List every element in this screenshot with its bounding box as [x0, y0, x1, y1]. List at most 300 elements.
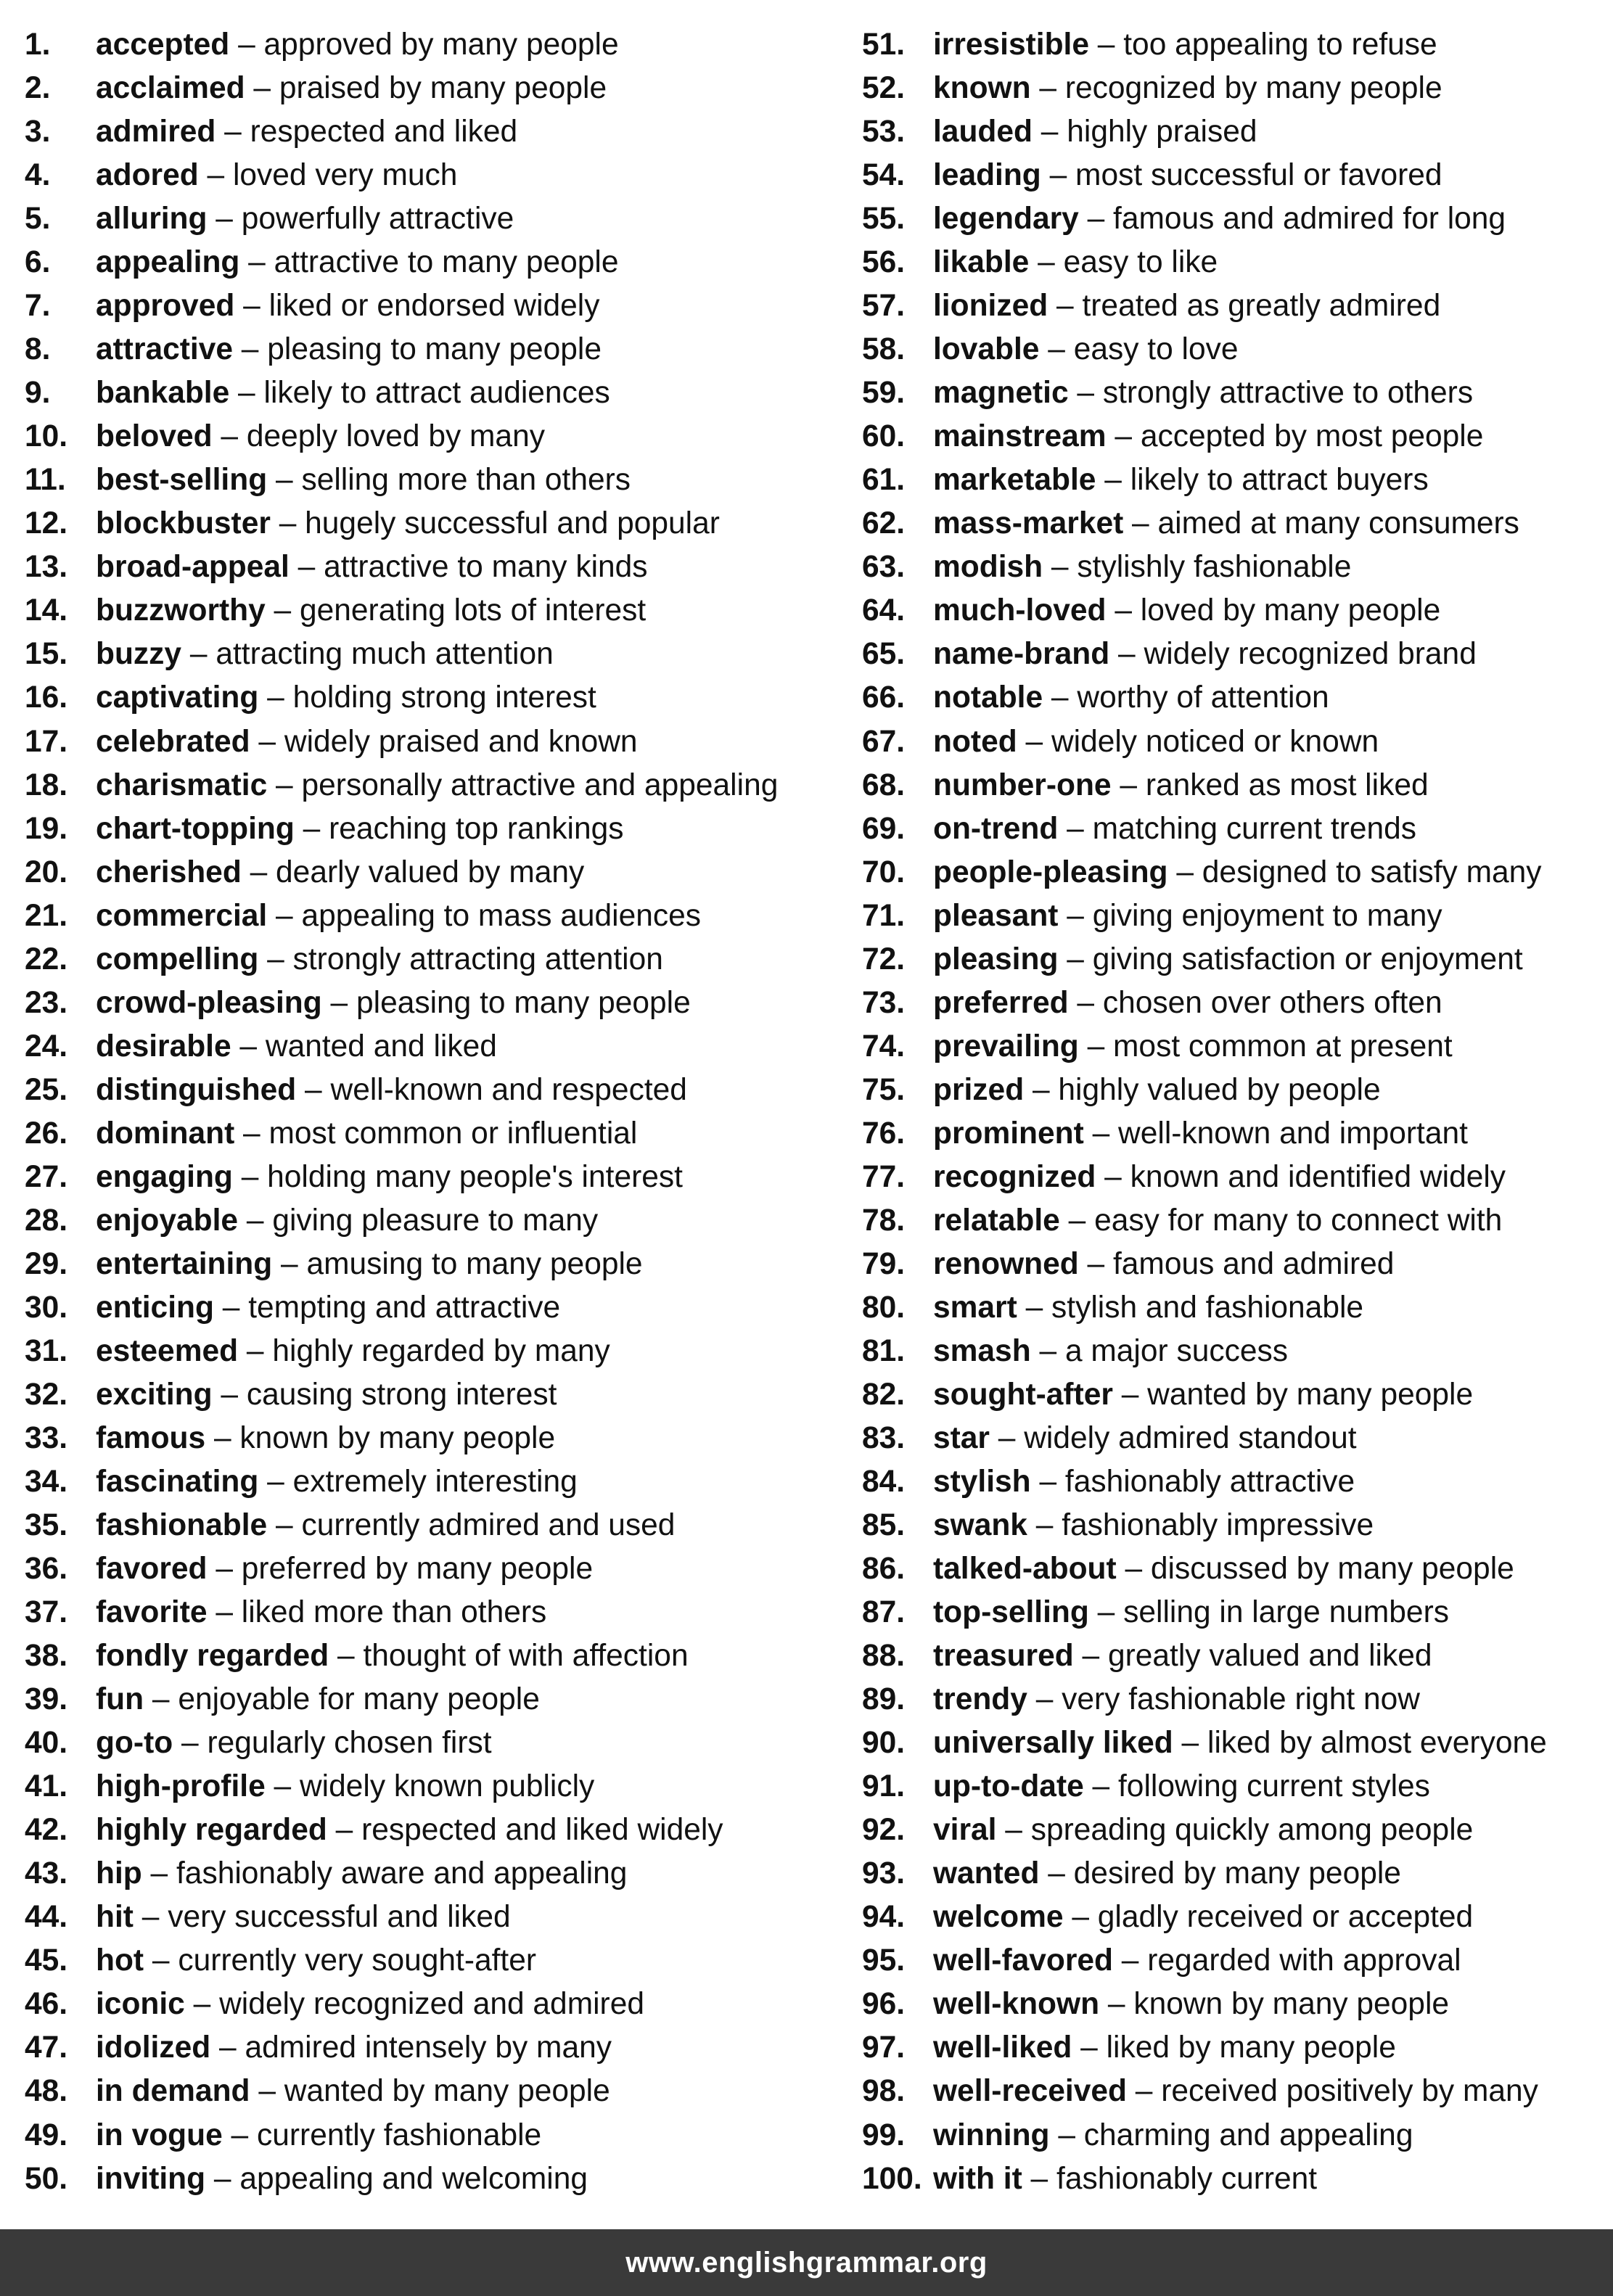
item-definition: admired intensely by many [245, 2030, 612, 2065]
item-text [96, 894, 701, 938]
item-separator: – [241, 855, 276, 889]
item-number: 63. [862, 550, 906, 585]
item-word: legendary [933, 202, 1079, 236]
item-separator: – [265, 593, 300, 628]
item-text [933, 676, 1329, 720]
item-text [933, 938, 1523, 982]
list-item [862, 1634, 1613, 1678]
item-definition: widely recognized and admired [219, 1987, 644, 2022]
item-text [933, 110, 1257, 154]
item-definition: wanted by many people [1147, 1377, 1474, 1412]
item-definition: strongly attracting attention [292, 942, 663, 976]
item-word: much-loved [933, 593, 1107, 628]
item-number: 100. [862, 2161, 922, 2196]
item-definition: very fashionable right now [1062, 1682, 1420, 1717]
item-separator: – [989, 1421, 1025, 1455]
item-word: winning [933, 2118, 1050, 2152]
item-definition: easy to like [1063, 245, 1218, 280]
list-item [862, 633, 1613, 676]
item-definition: accepted by most people [1140, 419, 1484, 454]
item-separator: – [294, 811, 329, 846]
item-text [96, 328, 602, 371]
list-item [862, 764, 1613, 807]
item-number: 4. [25, 158, 51, 193]
item-number: 98. [862, 2074, 906, 2109]
item-word: well-known [933, 1987, 1100, 2022]
list-item [25, 1025, 852, 1069]
item-number: 22. [25, 942, 68, 976]
item-separator: – [1106, 419, 1141, 454]
item-text [96, 415, 545, 458]
item-number: 10. [25, 419, 68, 454]
item-definition: reaching top rankings [329, 811, 624, 846]
item-word: pleasant [933, 898, 1059, 933]
item-number: 69. [862, 811, 906, 846]
item-definition: loved very much [232, 158, 458, 193]
item-number: 51. [862, 28, 906, 62]
item-separator: – [1027, 1508, 1062, 1543]
item-text [933, 894, 1442, 938]
item-number: 19. [25, 811, 68, 846]
item-text [933, 720, 1379, 764]
list-item [25, 110, 852, 154]
item-separator: – [258, 942, 293, 976]
item-definition: deeply loved by many [246, 419, 545, 454]
item-separator: – [144, 1682, 178, 1717]
item-separator: – [238, 1203, 273, 1238]
item-definition: charming and appealing [1083, 2118, 1413, 2152]
item-number: 40. [25, 1726, 68, 1761]
item-number: 76. [862, 1116, 906, 1151]
item-word: well-favored [933, 1943, 1113, 1978]
list-item [25, 1896, 852, 1939]
item-separator: – [144, 1943, 178, 1978]
footer-website-url: www.englishgrammar.org [625, 2246, 988, 2279]
footer-bar [0, 2229, 1613, 2296]
item-definition: likely to attract audiences [263, 376, 610, 411]
list-item [25, 1591, 852, 1634]
list-item [862, 1025, 1613, 1069]
item-separator: – [1167, 855, 1202, 889]
item-number: 23. [25, 985, 68, 1020]
item-definition: giving satisfaction or enjoyment [1092, 942, 1523, 976]
item-separator: – [232, 1159, 268, 1194]
item-definition: treated as greatly admired [1082, 289, 1441, 324]
item-number: 29. [25, 1246, 68, 1281]
item-separator: – [1083, 1116, 1119, 1151]
item-definition: holding many people's interest [267, 1159, 683, 1194]
item-word: with it [933, 2161, 1022, 2196]
item-separator: – [245, 71, 279, 106]
item-number: 43. [25, 1856, 68, 1891]
item-separator: – [272, 1246, 307, 1281]
item-word: high-profile [96, 1769, 266, 1804]
item-definition: giving enjoyment to many [1092, 898, 1442, 933]
item-word: fun [96, 1682, 144, 1717]
item-definition: stylishly fashionable [1077, 550, 1352, 585]
item-definition: liked by almost everyone [1207, 1726, 1547, 1761]
item-word: admired [96, 115, 216, 149]
list-item [25, 458, 852, 502]
list-item [862, 1112, 1613, 1156]
item-number: 88. [862, 1639, 906, 1674]
item-text [933, 546, 1351, 589]
item-definition: following current styles [1118, 1769, 1430, 1804]
item-word: fondly regarded [96, 1639, 329, 1674]
item-definition: enjoyable for many people [178, 1682, 540, 1717]
item-word: dominant [96, 1116, 235, 1151]
item-word: entertaining [96, 1246, 273, 1281]
item-separator: – [321, 985, 356, 1020]
item-definition: currently admired and used [301, 1508, 676, 1543]
item-separator: – [1039, 1856, 1074, 1891]
list-item [862, 1547, 1613, 1591]
item-number: 14. [25, 593, 68, 628]
item-separator: – [1048, 289, 1083, 324]
item-text [96, 982, 691, 1025]
item-number: 13. [25, 550, 68, 585]
list-item [862, 371, 1613, 415]
item-word: fascinating [96, 1465, 259, 1499]
item-separator: – [233, 332, 268, 367]
item-definition: easy for many to connect with [1094, 1203, 1503, 1238]
list-item [862, 328, 1613, 371]
item-text [933, 1460, 1355, 1504]
item-number: 37. [25, 1595, 68, 1630]
item-word: leading [933, 158, 1041, 193]
item-word: crowd-pleasing [96, 985, 322, 1020]
list-item [862, 676, 1613, 720]
item-text [933, 1373, 1473, 1417]
item-text [933, 154, 1442, 197]
item-text [96, 371, 610, 415]
item-word: stylish [933, 1465, 1031, 1499]
list-item [25, 371, 852, 415]
list-item [25, 67, 852, 110]
item-word: hot [96, 1943, 144, 1978]
item-definition: very successful and liked [168, 1900, 511, 1935]
item-separator: – [296, 1072, 331, 1107]
item-word: notable [933, 680, 1043, 715]
item-separator: – [1116, 1552, 1151, 1587]
item-number: 9. [25, 376, 51, 411]
item-number: 36. [25, 1552, 68, 1587]
item-separator: – [1017, 1290, 1052, 1325]
item-definition: stylish and fashionable [1051, 1290, 1364, 1325]
item-number: 35. [25, 1508, 68, 1543]
item-text [933, 371, 1473, 415]
item-definition: pleasing to many people [356, 985, 691, 1020]
item-text [933, 1765, 1430, 1809]
item-word: prized [933, 1072, 1025, 1107]
item-number: 5. [25, 202, 51, 236]
list-item [862, 1896, 1613, 1939]
item-definition: currently very sought-after [178, 1943, 537, 1978]
list-item [862, 284, 1613, 328]
item-word: exciting [96, 1377, 213, 1412]
item-word: esteemed [96, 1333, 239, 1368]
item-number: 97. [862, 2030, 906, 2065]
list-item [25, 1678, 852, 1721]
item-separator: – [1041, 158, 1076, 193]
item-separator: – [205, 1421, 240, 1455]
item-word: favored [96, 1552, 208, 1587]
item-separator: – [329, 1639, 364, 1674]
item-definition: praised by many people [279, 71, 607, 106]
item-text [96, 1069, 687, 1112]
item-text [96, 1025, 497, 1069]
item-separator: – [1058, 898, 1093, 933]
item-definition: loved by many people [1140, 593, 1441, 628]
item-separator: – [1030, 71, 1065, 106]
list-item [862, 1504, 1613, 1547]
item-definition: well-known and respected [330, 1072, 687, 1107]
item-text [933, 764, 1429, 807]
list-item [862, 1069, 1613, 1112]
item-word: top-selling [933, 1595, 1089, 1630]
item-word: lovable [933, 332, 1040, 367]
item-text [96, 589, 646, 633]
item-text [933, 1025, 1453, 1069]
item-definition: recognized by many people [1064, 71, 1442, 106]
item-text [933, 1852, 1401, 1896]
item-number: 16. [25, 680, 68, 715]
item-text [96, 110, 517, 154]
item-number: 30. [25, 1290, 68, 1325]
list-item [25, 284, 852, 328]
item-text [933, 851, 1542, 894]
item-text [96, 1112, 637, 1156]
item-number: 58. [862, 332, 906, 367]
list-item [862, 67, 1613, 110]
item-definition: famous and admired for long [1113, 202, 1506, 236]
item-word: smart [933, 1290, 1017, 1325]
item-definition: highly regarded by many [272, 1333, 610, 1368]
item-text [96, 2157, 588, 2201]
list-item [25, 1634, 852, 1678]
item-definition: highly valued by people [1058, 1072, 1381, 1107]
item-text [96, 1634, 689, 1678]
item-number: 31. [25, 1333, 68, 1368]
item-definition: known and identified widely [1130, 1159, 1506, 1194]
item-word: marketable [933, 463, 1096, 498]
list-item [862, 1721, 1613, 1765]
item-text [96, 1547, 593, 1591]
item-number: 83. [862, 1421, 906, 1455]
item-word: hit [96, 1900, 134, 1935]
item-word: trendy [933, 1682, 1027, 1717]
item-text [96, 1896, 511, 1939]
item-number: 84. [862, 1465, 906, 1499]
item-number: 75. [862, 1072, 906, 1107]
item-separator: – [1088, 28, 1124, 62]
item-separator: – [216, 115, 250, 149]
list-item [862, 1983, 1613, 2026]
list-item [25, 764, 852, 807]
item-text [933, 458, 1429, 502]
item-number: 82. [862, 1377, 906, 1412]
item-text [96, 1460, 578, 1504]
item-separator: – [1113, 1943, 1148, 1978]
item-text [933, 1634, 1432, 1678]
item-number: 47. [25, 2030, 68, 2065]
list-item [25, 1765, 852, 1809]
list-item [862, 1460, 1613, 1504]
item-definition: holding strong interest [292, 680, 596, 715]
item-word: captivating [96, 680, 259, 715]
item-number: 78. [862, 1203, 906, 1238]
item-number: 49. [25, 2118, 68, 2152]
item-word: sought-after [933, 1377, 1113, 1412]
item-definition: hugely successful and popular [305, 506, 720, 541]
item-word: irresistible [933, 28, 1089, 62]
item-number: 11. [25, 463, 66, 498]
item-text [96, 2114, 541, 2157]
item-number: 92. [862, 1813, 906, 1848]
item-number: 55. [862, 202, 906, 236]
word-list [0, 23, 1613, 2200]
list-item [862, 154, 1613, 197]
item-text [96, 458, 631, 502]
list-item [862, 546, 1613, 589]
item-definition: spreading quickly among people [1030, 1813, 1474, 1848]
list-item [862, 1330, 1613, 1373]
item-separator: – [1073, 1639, 1108, 1674]
item-separator: – [238, 1333, 273, 1368]
list-item [25, 1721, 852, 1765]
item-word: wanted [933, 1856, 1040, 1891]
item-word: fashionable [96, 1508, 268, 1543]
item-number: 80. [862, 1290, 906, 1325]
item-word: magnetic [933, 376, 1069, 411]
item-number: 67. [862, 724, 906, 759]
item-number: 71. [862, 898, 906, 933]
item-number: 3. [25, 115, 51, 149]
item-text [933, 1591, 1449, 1634]
item-separator: – [207, 202, 242, 236]
list-item [862, 241, 1613, 284]
list-item [862, 1591, 1613, 1634]
list-item [25, 1069, 852, 1112]
item-definition: regularly chosen first [207, 1726, 492, 1761]
item-text [933, 1809, 1473, 1852]
item-definition: chosen over others often [1102, 985, 1442, 1020]
item-number: 1. [25, 28, 51, 62]
item-text [96, 23, 619, 67]
item-separator: – [1068, 985, 1103, 1020]
item-definition: widely recognized brand [1144, 637, 1477, 672]
item-definition: fashionably aware and appealing [176, 1856, 628, 1891]
item-definition: regarded with approval [1147, 1943, 1461, 1978]
list-item [25, 982, 852, 1025]
item-definition: powerfully attractive [241, 202, 514, 236]
item-number: 72. [862, 942, 906, 976]
list-item [862, 1939, 1613, 1983]
item-word: pleasing [933, 942, 1059, 976]
item-number: 44. [25, 1900, 68, 1935]
list-item [862, 1417, 1613, 1460]
list-item [862, 720, 1613, 764]
item-separator: – [1072, 2030, 1107, 2065]
list-item [25, 415, 852, 458]
item-word: up-to-date [933, 1769, 1084, 1804]
item-separator: – [234, 289, 269, 324]
item-number: 59. [862, 376, 906, 411]
item-separator: – [1043, 680, 1078, 715]
list-item [25, 1460, 852, 1504]
item-word: go-to [96, 1726, 173, 1761]
item-separator: – [267, 898, 302, 933]
item-number: 89. [862, 1682, 906, 1717]
item-separator: – [1049, 2118, 1084, 2152]
item-text [96, 938, 663, 982]
item-definition: amusing to many people [306, 1246, 643, 1281]
item-separator: – [207, 1552, 242, 1587]
item-text [96, 720, 638, 764]
item-word: recognized [933, 1159, 1096, 1194]
item-text [96, 154, 457, 197]
item-separator: – [1088, 1595, 1124, 1630]
item-definition: highly praised [1067, 115, 1257, 149]
item-definition: wanted and liked [265, 1029, 497, 1063]
list-item [25, 851, 852, 894]
item-definition: worthy of attention [1077, 680, 1329, 715]
list-item [25, 1373, 852, 1417]
item-separator: – [1030, 1465, 1065, 1499]
item-number: 86. [862, 1552, 906, 1587]
item-separator: – [1030, 1333, 1065, 1368]
item-number: 48. [25, 2074, 68, 2109]
item-text [96, 1809, 723, 1852]
item-word: favorite [96, 1595, 208, 1630]
item-definition: well-known and important [1118, 1116, 1468, 1151]
item-word: highly regarded [96, 1813, 327, 1848]
item-definition: known by many people [1133, 1987, 1450, 2022]
item-number: 60. [862, 419, 906, 454]
item-word: engaging [96, 1159, 233, 1194]
item-separator: – [1039, 332, 1074, 367]
item-word: prevailing [933, 1029, 1079, 1063]
item-definition: fashionably impressive [1062, 1508, 1374, 1543]
item-separator: – [1029, 245, 1064, 280]
item-separator: – [996, 1813, 1031, 1848]
item-definition: attractive to many people [274, 245, 619, 280]
item-separator: – [133, 1900, 168, 1935]
list-item [25, 894, 852, 938]
item-definition: appealing and welcoming [239, 2161, 588, 2196]
item-number: 79. [862, 1246, 906, 1281]
item-text [933, 1939, 1461, 1983]
item-word: bankable [96, 376, 230, 411]
item-text [96, 807, 623, 851]
item-text [933, 1417, 1357, 1460]
item-definition: approved by many people [263, 28, 619, 62]
item-word: idolized [96, 2030, 211, 2065]
item-definition: dearly valued by many [276, 855, 585, 889]
list-item [25, 1547, 852, 1591]
item-definition: thought of with affection [363, 1639, 689, 1674]
list-item [25, 633, 852, 676]
item-separator: – [1022, 2161, 1057, 2196]
item-word: lionized [933, 289, 1048, 324]
list-item [25, 2114, 852, 2157]
item-definition: widely noticed or known [1051, 724, 1379, 759]
item-separator: – [1063, 1900, 1098, 1935]
item-definition: most common at present [1113, 1029, 1453, 1063]
item-separator: – [229, 28, 264, 62]
item-word: likable [933, 245, 1030, 280]
item-definition: preferred by many people [241, 1552, 594, 1587]
